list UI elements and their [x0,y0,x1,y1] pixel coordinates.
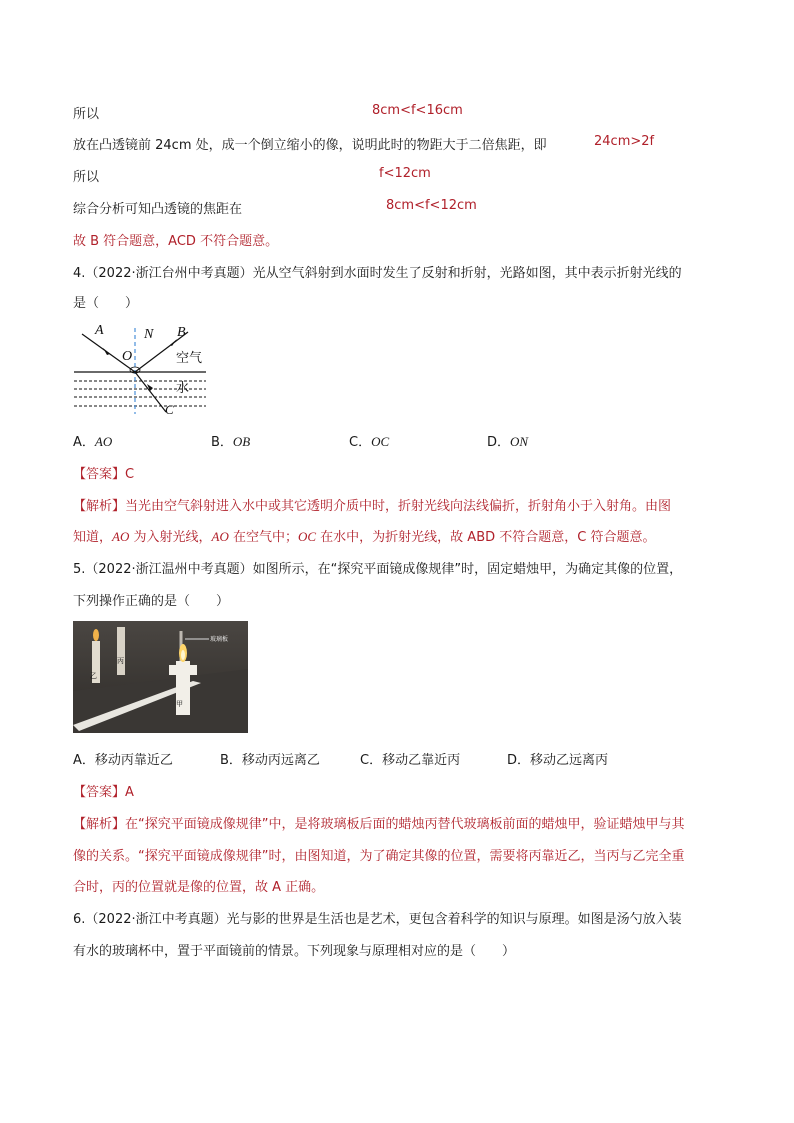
text-line-4: 综合分析可知凸透镜的焦距在 [73,202,243,217]
text-line-1-label: 所以 [73,107,100,122]
refraction-diagram [70,318,220,418]
label-n: N [144,327,154,342]
q4-option-c: C．OC [349,434,390,450]
formula-4: 8cm<f<12cm [386,198,477,213]
q4-option-d: D．ON [487,434,529,450]
q5-answer: 【答案】A [73,785,134,800]
q4-analysis-line-1: 【解析】当光由空气斜射进入水中或其它透明介质中时，折射光线向法线偏折，折射角小于入射角。由图 [73,499,672,514]
label-c: C [165,402,174,417]
arrow-ob [170,339,177,346]
formula-1: 8cm<f<16cm [372,103,463,118]
q5-stem-line-1: 5.（2022·浙江温州中考真题）如图所示，在“探究平面镜成像规律”时，固定蜡烛甲，为确定其像的位置， [73,562,683,577]
q4-option-b: B．OB [211,434,251,450]
q5-analysis-line-1: 【解析】在“探究平面镜成像规律”中，是将玻璃板后面的蜡烛丙替代玻璃板前面的蜡烛甲，验证蜡烛甲与其 [73,817,685,832]
q4-answer: 【答案】C [73,467,135,482]
q6-stem-line-2: 有水的玻璃杯中，置于平面镜前的情景。下列现象与原理相对应的是（ ） [73,944,516,959]
candle-bing [117,627,125,675]
q4-stem-line-1: 4.（2022·浙江台州中考真题）光从空气斜射到水面时发生了反射和折射，光路如图，其中表示折射光线的 [73,266,682,281]
arrow-oc [147,384,153,391]
label-a: A [95,323,104,338]
candle-jia-base [169,665,197,675]
q4-stem-line-2: 是（ ） [73,296,139,311]
photo-label-jia: 甲 [176,700,183,708]
q4-option-a: A．AO [73,434,113,450]
conclusion-line: 故 B 符合题意，ACD 不符合题意。 [73,234,279,249]
candle-experiment-photo [73,621,248,733]
label-air: 空气 [176,351,203,366]
label-o: O [122,349,133,364]
q5-analysis-line-3: 合时，丙的位置就是像的位置，故 A 正确。 [73,880,325,895]
formula-3: f<12cm [379,166,431,181]
arrow-ao [103,348,110,355]
photo-label-glass: 玻璃板 [210,636,229,643]
text-line-3-label: 所以 [73,170,100,185]
label-water: 水 [176,381,190,396]
q6-stem-line-1: 6.（2022·浙江中考真题）光与影的世界是生活也是艺术，更包含着科学的知识与原理。如图是汤勺放入装 [73,912,682,927]
label-b: B [177,325,186,340]
candle-yi-flame [93,629,99,641]
q5-option-b: B．移动丙远离乙 [220,753,320,768]
q5-option-a: A．移动丙靠近乙 [73,753,173,768]
q5-option-d: D．移动乙远离丙 [507,753,609,768]
q5-analysis-line-2: 像的关系。“探究平面镜成像规律”时，由图知道，为了确定其像的位置，需要将丙靠近乙，当丙与乙完全重 [73,849,685,864]
candle-jia-flame-core [181,650,185,660]
q5-stem-line-2: 下列操作正确的是（ ） [73,594,230,609]
q5-option-c: C．移动乙靠近丙 [360,753,461,768]
photo-label-yi: 乙 [90,672,97,680]
formula-2: 24cm>2f [594,134,655,149]
text-line-2: 放在凸透镜前 24cm 处，成一个倒立缩小的像，说明此时的物距大于二倍焦距，即 [73,138,547,153]
photo-label-bing: 丙 [117,657,124,665]
q4-analysis-line-2: 知道，AO 为入射光线，AO 在空气中；OC 在水中，为折射光线，故 ABD 不符合题意，C 符合题意。 [73,529,656,545]
